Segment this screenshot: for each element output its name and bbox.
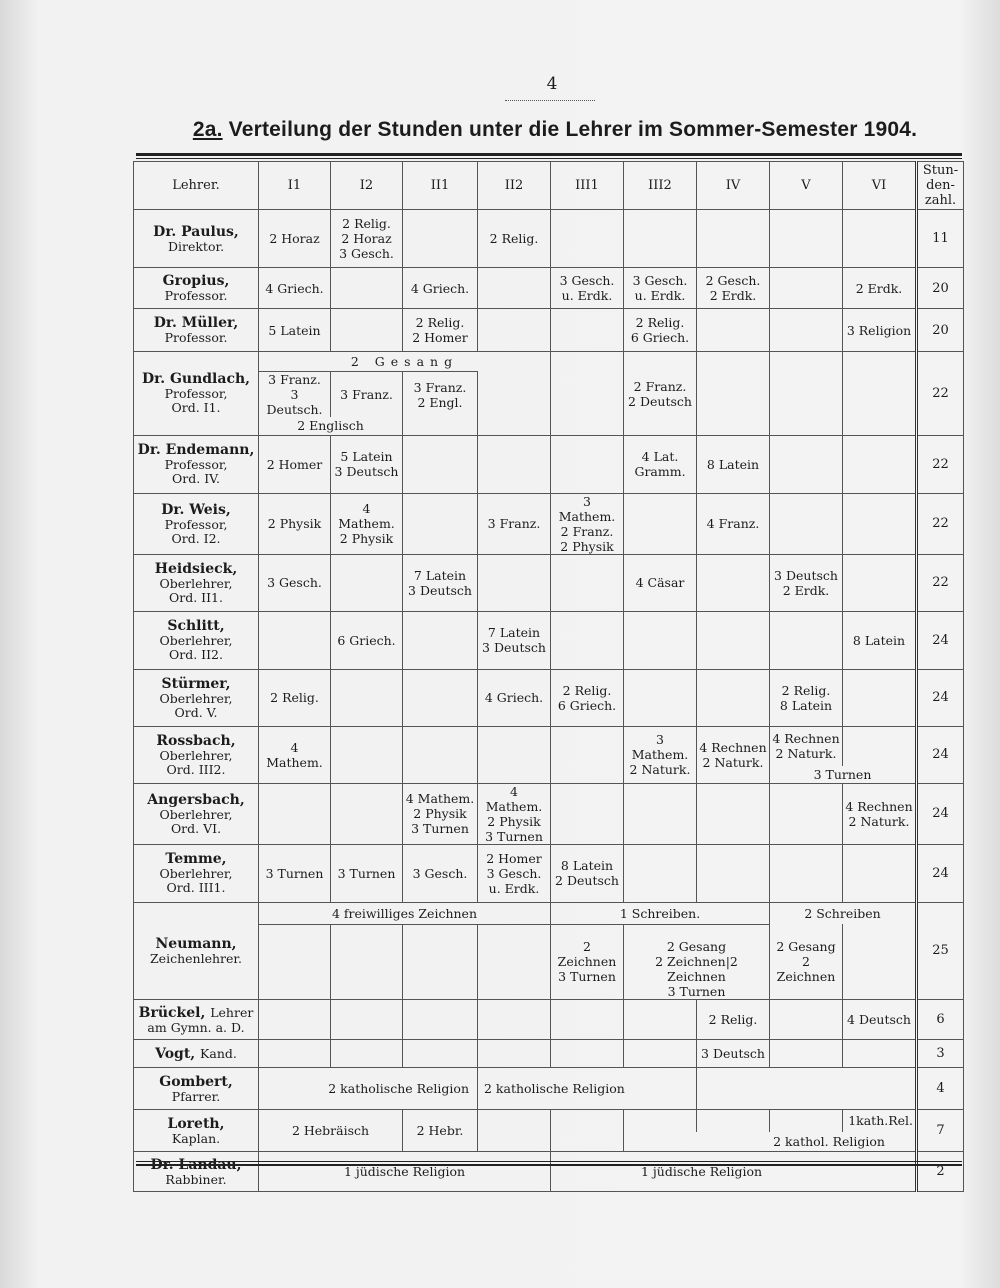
- hours-cell: 1kath.Rel.: [843, 1110, 917, 1132]
- total-hours: 20: [917, 268, 964, 309]
- teacher-role: Kaplan.: [171, 1130, 221, 1146]
- header-class: VI: [843, 162, 917, 210]
- header-row: [134, 162, 964, 210]
- header-class: V: [770, 162, 843, 210]
- teacher-role: Professor, Ord. IV.: [164, 457, 228, 486]
- hours-cell: [843, 844, 917, 902]
- hours-cell: 2 Gesang 2 Zeichnen: [770, 924, 843, 1000]
- hours-cell: [624, 1040, 697, 1068]
- hours-cell: 3 Deutsch: [697, 1040, 770, 1068]
- span-note: 2 katholische Religion: [259, 1068, 478, 1110]
- header-class: II2: [478, 162, 551, 210]
- teacher-name: Rossbach,: [156, 732, 236, 749]
- hours-cell: 3 Franz. 3 Deutsch.: [259, 372, 331, 418]
- total-hours: 6: [917, 1000, 964, 1040]
- teacher-role-inline: Kand.: [200, 1045, 237, 1061]
- teacher-name: Dr. Müller,: [153, 315, 239, 331]
- hours-cell: 2 Zeichnen: [655, 954, 726, 969]
- hours-cell: [624, 783, 697, 844]
- hours-cell: [478, 1000, 551, 1040]
- span-note: 3 Turnen: [770, 766, 917, 783]
- table-row: [134, 669, 964, 726]
- hours-cell: 2 Franz. 2 Deutsch: [624, 372, 697, 418]
- hours-cell: 2 Relig. 2 Homer: [403, 309, 478, 352]
- hours-cell: 2 Relig.: [259, 669, 331, 726]
- hours-cell: [624, 1000, 697, 1040]
- hours-cell: 3 Religion: [843, 309, 917, 352]
- hours-cell: [624, 669, 697, 726]
- teacher-name-line: [136, 1046, 256, 1062]
- hours-cell: [624, 493, 697, 554]
- hours-cell: 2 Homer: [259, 435, 331, 493]
- hours-cell: 4 Mathem. 2 Physik 3 Turnen: [403, 783, 478, 844]
- teacher-name: Vogt,: [155, 1045, 196, 1062]
- empty-cell: [697, 352, 770, 372]
- total-hours: 24: [917, 844, 964, 902]
- empty-cell: [843, 352, 917, 372]
- hours-cell: [331, 783, 403, 844]
- hours-cell: [697, 210, 770, 268]
- hours-cell: 4 Lat. Gramm.: [624, 435, 697, 493]
- hours-cell: 4 Deutsch: [843, 1000, 917, 1040]
- table-row: [134, 924, 964, 954]
- teacher-cell: [134, 210, 259, 268]
- teacher-name: Brückel,: [138, 1004, 206, 1021]
- hours-cell: [770, 309, 843, 352]
- teacher-name: Dr. Endemann,: [137, 442, 255, 458]
- hours-cell: 4 Rechnen 2 Naturk.: [843, 783, 917, 844]
- empty-cell: [770, 417, 843, 435]
- span-note: 4 freiwilliges Zeichnen: [259, 902, 551, 924]
- hours-cell: [697, 611, 770, 669]
- hours-cell: 7 Latein 3 Deutsch: [403, 554, 478, 611]
- hours-cell: [770, 783, 843, 844]
- hours-cell: [551, 435, 624, 493]
- hours-cell: 4 Mathem.: [259, 726, 331, 783]
- hours-cell: 5 Latein 3 Deutsch: [331, 435, 403, 493]
- total-hours: 22: [917, 493, 964, 554]
- hours-cell: [770, 844, 843, 902]
- hours-cell: 2 Relig.: [478, 210, 551, 268]
- total-hours: 24: [917, 669, 964, 726]
- table-row: [134, 844, 964, 902]
- header-class: III2: [624, 162, 697, 210]
- hours-cell: [770, 1000, 843, 1040]
- span-note: 1 Schreiben.: [551, 902, 770, 924]
- teacher-role: Oberlehrer, Ord. III1.: [159, 866, 233, 895]
- hours-cell: [403, 726, 478, 783]
- hours-cell: 3 Gesch. u. Erdk.: [551, 268, 624, 309]
- hours-cell: 5 Latein: [259, 309, 331, 352]
- span-note: 3 Turnen: [667, 984, 726, 999]
- hours-cell: [624, 210, 697, 268]
- hours-cell: [843, 435, 917, 493]
- hours-cell: [259, 1040, 331, 1068]
- hours-cell: 2 Hebr.: [403, 1110, 478, 1152]
- teacher-cell: [134, 268, 259, 309]
- header-class: II1: [403, 162, 478, 210]
- teacher-cell: [134, 493, 259, 554]
- hours-cell: [478, 726, 551, 783]
- teacher-cell: [134, 902, 259, 1000]
- hours-cell: 2 Relig. 2 Horaz 3 Gesch.: [331, 210, 403, 268]
- hours-cell: [697, 554, 770, 611]
- hours-cell: [697, 309, 770, 352]
- hours-cell: [331, 1000, 403, 1040]
- hours-cell: 4 Cäsar: [624, 554, 697, 611]
- hours-cell: [551, 1040, 624, 1068]
- hours-cell: [843, 726, 917, 766]
- hours-cell: 7 Latein 3 Deutsch: [478, 611, 551, 669]
- hours-cell: [770, 210, 843, 268]
- span-note: 2 Hebräisch: [259, 1110, 403, 1152]
- teacher-role: Professor.: [164, 288, 228, 303]
- hours-cell: 2 Relig.: [697, 1000, 770, 1040]
- hours-cell: 4 Rechnen 2 Naturk.: [770, 726, 843, 766]
- empty-cell: [403, 417, 478, 435]
- table-row: [134, 309, 964, 352]
- hours-cell: 2 Relig. 6 Griech.: [551, 669, 624, 726]
- hours-cell: [478, 924, 551, 1000]
- table-row: [134, 554, 964, 611]
- hours-cell: [331, 924, 403, 1000]
- header-class: IV: [697, 162, 770, 210]
- teacher-role: Professor, Ord. I1.: [164, 386, 228, 416]
- hours-cell: 8 Latein 2 Deutsch: [551, 844, 624, 902]
- teacher-role: Direktor.: [167, 238, 225, 254]
- hours-cell: [697, 844, 770, 902]
- span-note: 2 Schreiben: [770, 902, 917, 924]
- teacher-cell: [134, 844, 259, 902]
- hours-cell: 6 Griech.: [331, 611, 403, 669]
- hours-cell: [551, 1000, 624, 1040]
- empty-cell: [551, 1110, 624, 1152]
- hours-cell: [551, 611, 624, 669]
- empty-cell: [770, 352, 843, 372]
- hours-cell: [697, 372, 770, 418]
- teacher-cell: [134, 1068, 259, 1110]
- hours-cell: [259, 924, 331, 1000]
- hours-cell: 4 Griech.: [478, 669, 551, 726]
- hours-cell: 8 Latein: [843, 611, 917, 669]
- hours-cell: [259, 783, 331, 844]
- hours-cell: [259, 611, 331, 669]
- hours-cell: [551, 210, 624, 268]
- hours-cell: [331, 554, 403, 611]
- table-row: [134, 1068, 964, 1110]
- hours-cell: 2 Gesch. 2 Erdk.: [697, 268, 770, 309]
- empty-cell: [697, 1068, 917, 1110]
- hours-cell: 8 Latein: [697, 435, 770, 493]
- hours-cell: 2 Zeichnen: [667, 954, 738, 984]
- header-stundenzahl: Stun- den- zahl.: [917, 162, 964, 210]
- hours-cell: 3 Franz. 2 Engl.: [403, 372, 478, 418]
- empty-cell: [624, 1110, 697, 1132]
- teacher-cell: [134, 611, 259, 669]
- teacher-name: Dr. Landau,: [150, 1156, 242, 1173]
- table-row: [134, 372, 964, 418]
- header-lehrer: Lehrer.: [134, 162, 259, 210]
- empty-cell: [551, 352, 624, 372]
- table-row: [134, 1000, 964, 1040]
- hours-cell: 3 Gesch. u. Erdk.: [624, 268, 697, 309]
- hours-cell: [770, 435, 843, 493]
- hours-cell: [478, 372, 551, 418]
- teacher-cell: [134, 669, 259, 726]
- total-hours: 24: [917, 783, 964, 844]
- schedule-table: [133, 161, 964, 1192]
- span-note: 2 Englisch: [259, 417, 403, 435]
- hours-cell: [478, 1040, 551, 1068]
- table-row: [134, 352, 964, 372]
- teacher-cell: [134, 726, 259, 783]
- title-text: Verteilung der Stunden unter die Lehrer im Sommer-Semester 1904.: [228, 118, 918, 141]
- teacher-role: Pfarrer.: [171, 1088, 221, 1104]
- teacher-cell: [134, 1110, 259, 1152]
- hours-cell: 3 Gesch.: [403, 844, 478, 902]
- teacher-name: Temme,: [165, 851, 227, 867]
- hours-cell: [551, 726, 624, 783]
- teacher-cell: [134, 1152, 259, 1192]
- hours-cell: [403, 1040, 478, 1068]
- empty-cell: [770, 1110, 843, 1132]
- teacher-name: Heidsieck,: [154, 560, 238, 577]
- hours-cell: [624, 611, 697, 669]
- hours-cell: [403, 493, 478, 554]
- empty-cell: [478, 1110, 551, 1152]
- hours-cell: [403, 924, 478, 1000]
- hours-cell: [843, 924, 917, 1000]
- hours-cell: [403, 669, 478, 726]
- hours-cell: 2 Zeichnen 3 Turnen: [551, 924, 624, 1000]
- hours-cell: 2 Physik: [259, 493, 331, 554]
- hours-cell: [478, 309, 551, 352]
- hours-cell: [770, 1040, 843, 1068]
- teacher-name: Neumann,: [155, 935, 237, 952]
- teacher-role: Professor, Ord. I2.: [164, 516, 228, 546]
- hours-cell: [843, 372, 917, 418]
- table-row: [134, 435, 964, 493]
- teacher-name: Dr. Gundlach,: [141, 371, 251, 388]
- hours-cell: [551, 372, 624, 418]
- hours-cell: 3 Mathem. 2 Naturk.: [624, 726, 697, 783]
- hours-cell: 3 Deutsch 2 Erdk.: [770, 554, 843, 611]
- total-hours: 25: [917, 902, 964, 1000]
- hours-cell: 2 Relig. 6 Griech.: [624, 309, 697, 352]
- hours-cell: [403, 435, 478, 493]
- hours-cell: 4 Mathem. 2 Physik 3 Turnen: [478, 783, 551, 844]
- total-hours: 22: [917, 554, 964, 611]
- span-note: 2 katholische Religion: [478, 1068, 697, 1110]
- hours-cell: [403, 1000, 478, 1040]
- teacher-name: Dr. Paulus,: [153, 223, 239, 240]
- teacher-cell: [134, 352, 259, 436]
- empty-cell: [478, 417, 551, 435]
- teacher-role: Oberlehrer, Ord. VI.: [159, 806, 233, 836]
- teacher-name: Gombert,: [159, 1073, 233, 1090]
- hours-cell: 2 Relig. 8 Latein: [770, 669, 843, 726]
- table-row: [134, 268, 964, 309]
- hours-cell: [403, 611, 478, 669]
- hours-cell: [697, 783, 770, 844]
- hours-cell: [403, 210, 478, 268]
- table-row: [134, 1152, 964, 1192]
- teacher-role: Oberlehrer, Ord. II2.: [159, 633, 233, 662]
- hours-cell: [478, 268, 551, 309]
- empty-cell: [551, 417, 624, 435]
- table-row: [134, 493, 964, 554]
- teacher-name: Loreth,: [167, 1115, 225, 1132]
- empty-cell: [624, 417, 697, 435]
- total-hours: 20: [917, 309, 964, 352]
- hours-cell: 2 Horaz: [259, 210, 331, 268]
- hours-cell: [843, 493, 917, 554]
- hours-cell: 3 Franz.: [478, 493, 551, 554]
- teacher-cell: [134, 309, 259, 352]
- hours-cell: [331, 726, 403, 783]
- teacher-role: Zeichenlehrer.: [150, 950, 242, 966]
- table-row: [134, 1110, 964, 1132]
- teacher-cell: [134, 1000, 259, 1040]
- hours-cell: [331, 309, 403, 352]
- hours-cell: [843, 1040, 917, 1068]
- table-row: [134, 210, 964, 268]
- header-class: I2: [331, 162, 403, 210]
- teacher-cell: [134, 435, 259, 493]
- span-note: 2 Gesang: [259, 352, 551, 372]
- teacher-role: am Gymn. a. D.: [147, 1019, 245, 1035]
- span-note: 1 jüdische Religion: [551, 1152, 917, 1192]
- hours-cell: 3 Mathem. 2 Franz. 2 Physik: [551, 493, 624, 554]
- total-hours: 7: [917, 1110, 964, 1152]
- teacher-role: Oberlehrer, Ord. V.: [159, 690, 233, 720]
- hours-cell: [331, 268, 403, 309]
- hours-cell: 3 Turnen: [259, 844, 331, 902]
- hours-cell: [551, 554, 624, 611]
- neumann-zeichnen-turnen: [624, 954, 770, 1000]
- hours-cell: [331, 669, 403, 726]
- empty-cell: [697, 417, 770, 435]
- hours-cell: 4 Griech.: [259, 268, 331, 309]
- hours-cell: 4 Franz.: [697, 493, 770, 554]
- hours-cell: 3 Franz.: [331, 372, 403, 418]
- hours-cell: 4 Griech.: [403, 268, 478, 309]
- teacher-role-inline: Lehrer: [210, 1004, 254, 1020]
- divider: |: [725, 954, 730, 969]
- table-row: [134, 783, 964, 844]
- hours-cell: [770, 611, 843, 669]
- hours-cell: [624, 844, 697, 902]
- hours-cell: [478, 554, 551, 611]
- total-hours: 11: [917, 210, 964, 268]
- hours-cell: 4 Mathem. 2 Physik: [331, 493, 403, 554]
- empty-cell: [624, 352, 697, 372]
- total-hours: 24: [917, 726, 964, 783]
- teacher-cell: [134, 783, 259, 844]
- empty-cell: [697, 1110, 770, 1132]
- header-class: III1: [551, 162, 624, 210]
- hours-cell: [551, 309, 624, 352]
- span-note: 2 Gesang: [624, 924, 770, 954]
- teacher-role: Oberlehrer, Ord. III2.: [159, 747, 233, 777]
- total-hours: 24: [917, 611, 964, 669]
- hours-cell: [331, 1040, 403, 1068]
- teacher-name: Dr. Weis,: [161, 501, 231, 518]
- teacher-name-line: [136, 1005, 256, 1021]
- hours-cell: [843, 210, 917, 268]
- hours-cell: [770, 493, 843, 554]
- empty-cell: [843, 417, 917, 435]
- span-note: 1 jüdische Religion: [259, 1152, 551, 1192]
- hours-cell: 2 Erdk.: [843, 268, 917, 309]
- page-number-ornament: [505, 94, 595, 101]
- hours-cell: 4 Rechnen 2 Naturk.: [697, 726, 770, 783]
- header-class: I1: [259, 162, 331, 210]
- hours-cell: [697, 669, 770, 726]
- table-row: [134, 726, 964, 766]
- teacher-role: Oberlehrer, Ord. II1.: [159, 575, 233, 605]
- hours-cell: 3 Gesch.: [259, 554, 331, 611]
- hours-cell: 2 Homer 3 Gesch. u. Erdk.: [478, 844, 551, 902]
- table-row: [134, 611, 964, 669]
- total-hours: 22: [917, 435, 964, 493]
- total-hours: 3: [917, 1040, 964, 1068]
- teacher-name: Gropius,: [162, 273, 230, 289]
- hours-cell: 3 Turnen: [331, 844, 403, 902]
- table-row: [134, 1040, 964, 1068]
- teacher-cell: [134, 554, 259, 611]
- total-hours: 2: [917, 1152, 964, 1192]
- hours-cell: [843, 669, 917, 726]
- title-number: 2a.: [192, 118, 223, 141]
- hours-cell: [551, 783, 624, 844]
- teacher-name: Stürmer,: [161, 675, 231, 692]
- hours-cell: [770, 372, 843, 418]
- hours-cell: [478, 435, 551, 493]
- hours-cell: [843, 554, 917, 611]
- total-hours: 4: [917, 1068, 964, 1110]
- hours-cell: [770, 268, 843, 309]
- teacher-cell: [134, 1040, 259, 1068]
- page-number: 4: [546, 74, 558, 94]
- table-row: [134, 902, 964, 924]
- table-row: [134, 417, 964, 435]
- hours-cell: [259, 1000, 331, 1040]
- teacher-role: Professor.: [164, 330, 228, 345]
- span-note: 2 kathol. Religion: [624, 1132, 917, 1152]
- total-hours: 22: [917, 352, 964, 436]
- teacher-name: Angersbach,: [147, 791, 245, 808]
- teacher-name: Schlitt,: [167, 618, 225, 634]
- title-rule: [136, 153, 962, 159]
- bottom-rule: [136, 1161, 962, 1166]
- teacher-role: Rabbiner.: [165, 1171, 227, 1187]
- page-title: [130, 118, 980, 142]
